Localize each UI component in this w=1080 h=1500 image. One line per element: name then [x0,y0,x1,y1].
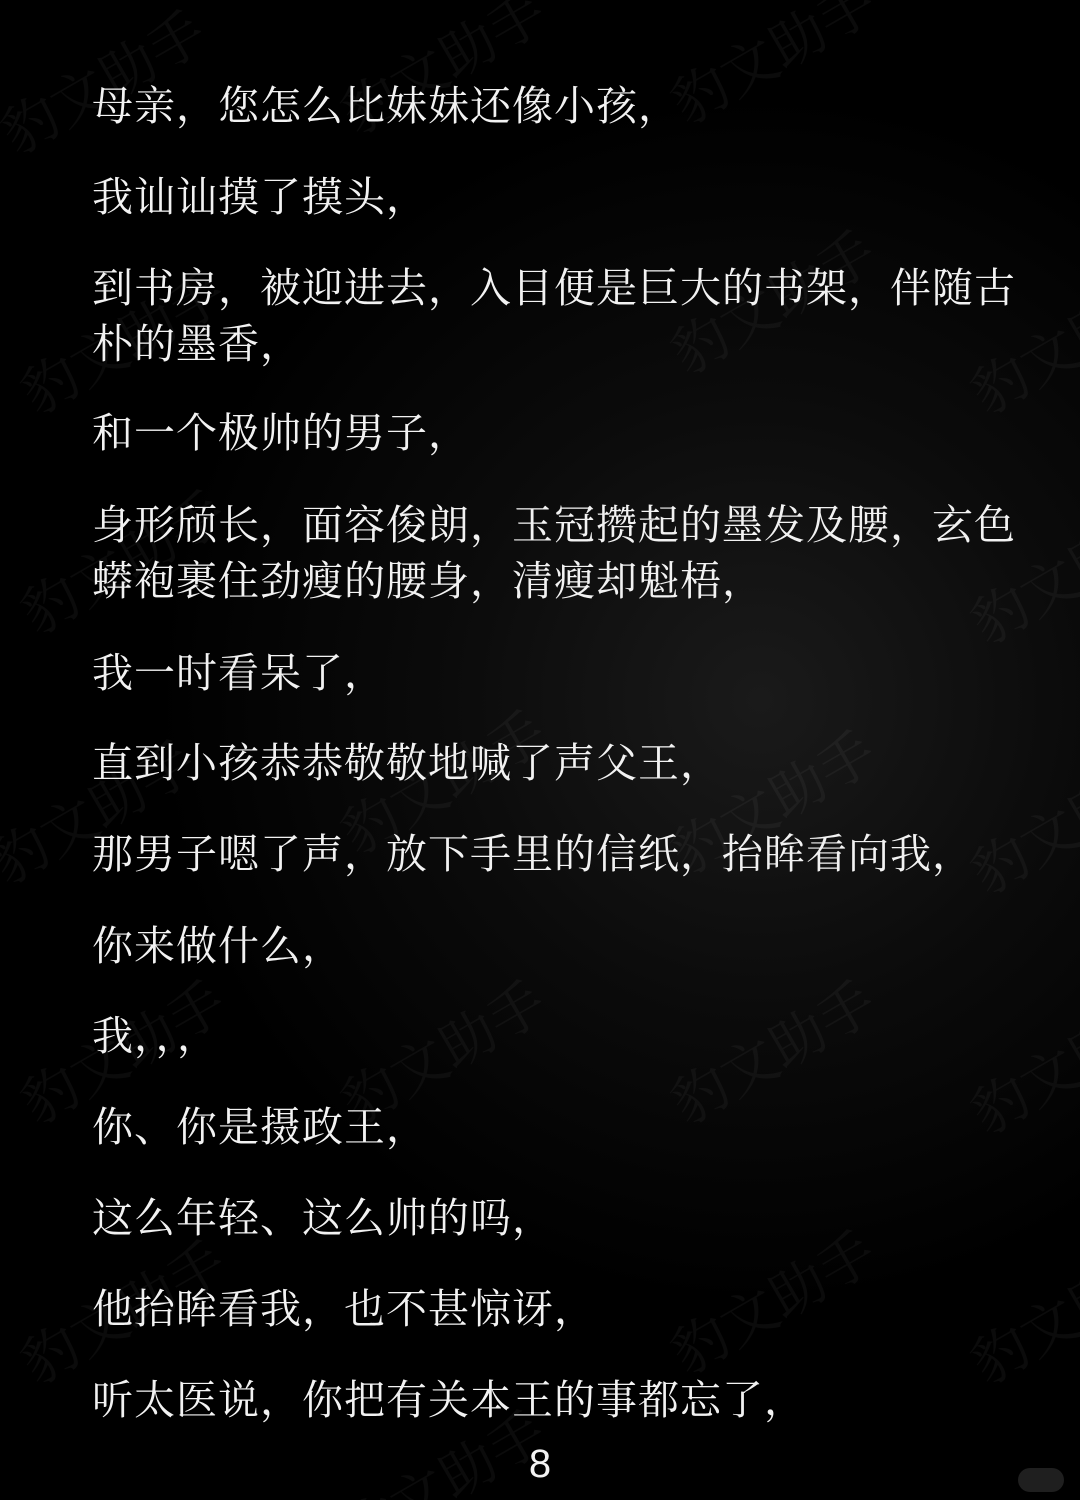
paragraph: 这么年轻、这么帅的吗， [92,1194,554,1242]
paragraph: 我一时看呆了， [92,649,386,697]
logo-badge [1018,1468,1064,1492]
paragraph: 那男子嗯了声，放下手里的信纸，抬眸看向我， [92,830,974,878]
page-number: 8 [528,1442,552,1486]
paragraph: 你来做什么， [92,922,344,970]
paragraph: 我讪讪摸了摸头， [92,173,428,221]
paragraph: 身形颀长，面容俊朗，玉冠攒起的墨发及腰，玄色蟒袍裹住劲瘦的腰身，清瘦却魁梧， [92,501,1016,605]
paragraph: 他抬眸看我，也不甚惊讶， [92,1285,596,1333]
paragraph: 我，，， [92,1012,219,1060]
paragraph: 到书房，被迎进去，入目便是巨大的书架，伴随古朴的墨香， [92,264,1016,368]
paragraph: 直到小孩恭恭敬敬地喊了声父王， [92,739,722,787]
paragraph: 你、你是摄政王， [92,1103,428,1151]
paragraph: 听太医说，你把有关本王的事都忘了， [92,1376,806,1424]
paragraph: 母亲，您怎么比妹妹还像小孩， [92,82,680,130]
paragraph: 和一个极帅的男子， [92,409,470,457]
